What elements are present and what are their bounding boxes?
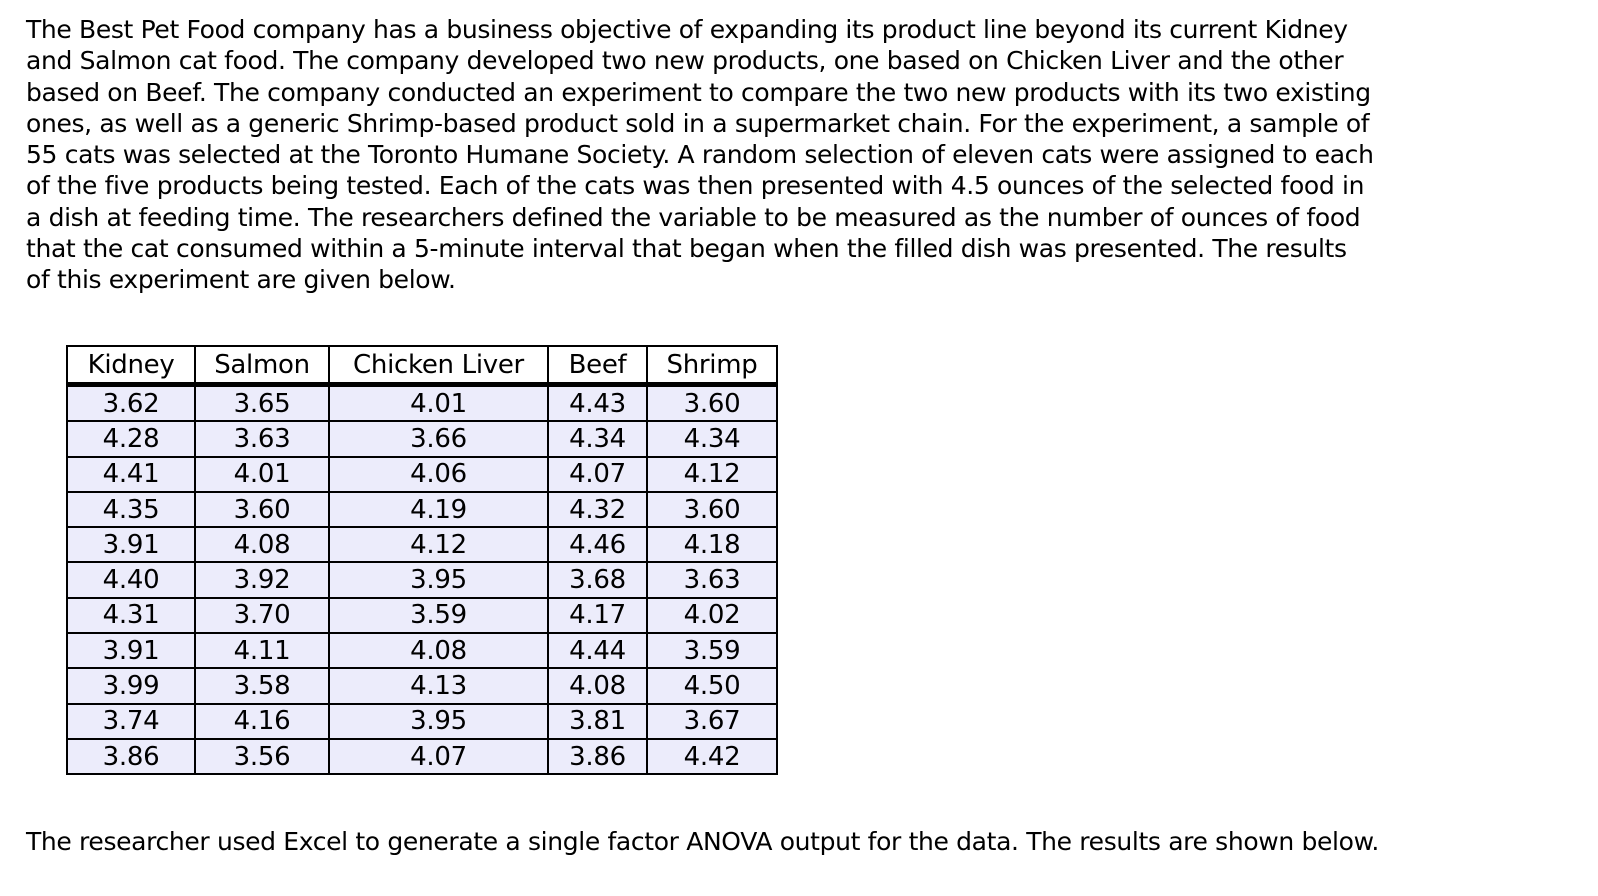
cell-shrimp: 4.42 xyxy=(647,739,777,774)
cell-beef: 4.46 xyxy=(548,527,647,562)
table-row xyxy=(67,527,777,562)
column-header-beef: Beef xyxy=(548,346,647,385)
cell-kidney: 4.28 xyxy=(67,421,195,456)
cell-shrimp: 3.63 xyxy=(647,562,777,597)
description-line: and Salmon cat food. The company developed two new products, one based on Chicken Liver and the other xyxy=(26,46,1344,76)
cell-beef: 4.08 xyxy=(548,668,647,703)
cell-kidney: 3.99 xyxy=(67,668,195,703)
cell-chicken-liver: 3.66 xyxy=(329,421,548,456)
table-row xyxy=(67,598,777,633)
cell-salmon: 3.70 xyxy=(195,598,329,633)
cell-chicken-liver: 4.07 xyxy=(329,739,548,774)
cell-beef: 4.44 xyxy=(548,633,647,668)
cell-chicken-liver: 4.01 xyxy=(329,385,548,422)
cell-chicken-liver: 4.19 xyxy=(329,492,548,527)
cell-kidney: 4.41 xyxy=(67,457,195,492)
table-body xyxy=(67,385,777,775)
cell-salmon: 4.11 xyxy=(195,633,329,668)
cell-beef: 3.68 xyxy=(548,562,647,597)
cell-beef: 3.86 xyxy=(548,739,647,774)
cell-chicken-liver: 3.59 xyxy=(329,598,548,633)
table-row xyxy=(67,704,777,739)
cell-beef: 4.43 xyxy=(548,385,647,422)
description-line: The Best Pet Food company has a business objective of expanding its product line beyond its current Kidney xyxy=(26,15,1348,44)
column-header-shrimp: Shrimp xyxy=(647,346,777,385)
cell-salmon: 4.16 xyxy=(195,704,329,739)
cell-shrimp: 3.59 xyxy=(647,633,777,668)
table-header-row xyxy=(67,346,777,385)
column-header-chicken-liver: Chicken Liver xyxy=(329,346,548,385)
cell-chicken-liver: 3.95 xyxy=(329,562,548,597)
cell-shrimp: 4.12 xyxy=(647,457,777,492)
cell-shrimp: 3.60 xyxy=(647,385,777,422)
description-line: a dish at feeding time. The researchers defined the variable to be measured as the number of ounces of food xyxy=(26,202,1361,232)
cell-chicken-liver: 4.12 xyxy=(329,527,548,562)
column-header-salmon: Salmon xyxy=(195,346,329,385)
cell-chicken-liver: 3.95 xyxy=(329,704,548,739)
cell-beef: 3.81 xyxy=(548,704,647,739)
cell-shrimp: 4.34 xyxy=(647,421,777,456)
problem-description xyxy=(26,14,1426,296)
experiment-data-table xyxy=(66,345,778,775)
cell-salmon: 3.56 xyxy=(195,739,329,774)
cell-salmon: 4.08 xyxy=(195,527,329,562)
cell-salmon: 4.01 xyxy=(195,457,329,492)
cell-beef: 4.32 xyxy=(548,492,647,527)
cell-salmon: 3.65 xyxy=(195,385,329,422)
table-row xyxy=(67,421,777,456)
cell-salmon: 3.92 xyxy=(195,562,329,597)
cell-shrimp: 3.67 xyxy=(647,704,777,739)
column-header-kidney: Kidney xyxy=(67,346,195,385)
cell-chicken-liver: 4.13 xyxy=(329,668,548,703)
description-line: that the cat consumed within a 5-minute interval that began when the filled dish was presented. The results xyxy=(26,234,1347,264)
table-row xyxy=(67,492,777,527)
description-line: of this experiment are given below. xyxy=(26,265,456,295)
cell-beef: 4.07 xyxy=(548,457,647,492)
cell-salmon: 3.63 xyxy=(195,421,329,456)
cell-kidney: 4.35 xyxy=(67,492,195,527)
table-row xyxy=(67,633,777,668)
description-line: ones, as well as a generic Shrimp-based product sold in a supermarket chain. For the experiment, a sample of xyxy=(26,108,1370,138)
cell-shrimp: 4.02 xyxy=(647,598,777,633)
cell-beef: 4.17 xyxy=(548,598,647,633)
cell-salmon: 3.58 xyxy=(195,668,329,703)
cell-shrimp: 4.50 xyxy=(647,668,777,703)
description-line: of the five products being tested. Each of the cats was then presented with 4.5 ounces of the selected food in xyxy=(26,171,1365,201)
cell-shrimp: 3.60 xyxy=(647,492,777,527)
cell-kidney: 3.91 xyxy=(67,527,195,562)
cell-chicken-liver: 4.06 xyxy=(329,457,548,492)
cell-beef: 4.34 xyxy=(548,421,647,456)
cell-salmon: 3.60 xyxy=(195,492,329,527)
cell-kidney: 4.31 xyxy=(67,598,195,633)
cell-kidney: 3.86 xyxy=(67,739,195,774)
table-row xyxy=(67,739,777,774)
cell-kidney: 3.62 xyxy=(67,385,195,422)
cell-kidney: 4.40 xyxy=(67,562,195,597)
description-line: based on Beef. The company conducted an experiment to compare the two new products with its two existing xyxy=(26,77,1371,107)
table-row xyxy=(67,562,777,597)
excel-note: The researcher used Excel to generate a single factor ANOVA output for the data. The results are shown below. xyxy=(26,827,1379,856)
cell-kidney: 3.74 xyxy=(67,704,195,739)
table-row xyxy=(67,457,777,492)
cell-chicken-liver: 4.08 xyxy=(329,633,548,668)
table-row xyxy=(67,668,777,703)
table-row xyxy=(67,385,777,422)
description-line: 55 cats was selected at the Toronto Humane Society. A random selection of eleven cats were assigned to each xyxy=(26,140,1374,170)
cell-kidney: 3.91 xyxy=(67,633,195,668)
cell-shrimp: 4.18 xyxy=(647,527,777,562)
